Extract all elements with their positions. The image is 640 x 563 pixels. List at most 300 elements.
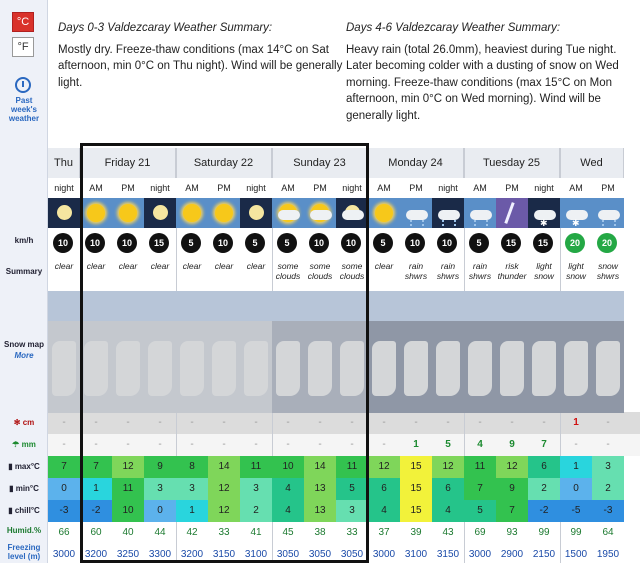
snow-map-tile[interactable] bbox=[560, 291, 592, 413]
wind-cell bbox=[240, 232, 272, 254]
period-label: PM bbox=[496, 178, 528, 198]
rain-icon bbox=[474, 220, 488, 226]
humidity-cell: 45 bbox=[282, 527, 294, 538]
weather-icon bbox=[528, 198, 560, 228]
sea-area bbox=[432, 291, 464, 321]
snow-cm-cell: - bbox=[190, 417, 194, 428]
humidity-cell: 38 bbox=[314, 527, 326, 538]
rain-mm-cell: - bbox=[606, 439, 610, 450]
rain-mm-label: ☂ mm bbox=[12, 440, 36, 449]
summary-cell: some clouds bbox=[275, 261, 301, 281]
snow-cm-cell: - bbox=[62, 417, 66, 428]
sea-area bbox=[176, 291, 208, 321]
summary-days-0-3 bbox=[58, 20, 343, 91]
wind-label: km/h bbox=[14, 236, 34, 245]
max-temp-cell: 3 bbox=[592, 456, 624, 478]
freezing-level-cell: 1950 bbox=[596, 549, 620, 560]
max-temp-cell: 14 bbox=[208, 456, 240, 478]
weather-icon bbox=[208, 198, 240, 228]
rain-mm-cell: - bbox=[286, 439, 290, 450]
rain-mm-cell: - bbox=[350, 439, 354, 450]
max-temp-cell: 12 bbox=[112, 456, 144, 478]
snow-cm-cell: - bbox=[606, 417, 610, 428]
min-temp-cell: 2 bbox=[528, 478, 560, 500]
day-header: Monday 24 bbox=[368, 148, 464, 178]
day-header: Tuesday 25 bbox=[464, 148, 560, 178]
max-temp-cell: 10 bbox=[272, 456, 304, 478]
summary-title: Days 4-6 Valdezcaray Weather Summary: bbox=[346, 22, 561, 34]
summary-cell: clear bbox=[214, 261, 234, 271]
moon-icon bbox=[57, 205, 72, 220]
chill-temp-cell: 5 bbox=[464, 500, 496, 522]
snow-map-tile[interactable] bbox=[176, 291, 208, 413]
min-temp-cell: 3 bbox=[240, 478, 272, 500]
humidity-cell: 39 bbox=[410, 527, 422, 538]
period-label: AM bbox=[176, 178, 208, 198]
rain-mm-cell: - bbox=[62, 439, 66, 450]
wind-cell bbox=[336, 232, 368, 254]
land-area bbox=[532, 341, 556, 396]
wind-arrow-icon: 5 bbox=[469, 233, 489, 253]
past-weather-link[interactable]: Past week's weather bbox=[8, 96, 40, 123]
freezing-level-cell: 1500 bbox=[564, 549, 588, 560]
period-label: AM bbox=[368, 178, 400, 198]
summary-cell: clear bbox=[374, 261, 394, 271]
snow-map-tile[interactable] bbox=[528, 291, 560, 413]
rain-mm-cell: - bbox=[382, 439, 386, 450]
snow-map-tile[interactable] bbox=[336, 291, 368, 413]
fahrenheit-toggle[interactable]: °F bbox=[12, 37, 34, 57]
summary-cell: light snow bbox=[566, 261, 586, 281]
sea-area bbox=[528, 291, 560, 321]
summary-text: Heavy rain (total 26.0mm), heaviest during Tue night. Later becoming colder with a dusting of snow on Wed morning. Freeze-thaw conditions (max 15°C on Mon afternoon, min 0°C on Wed morning). Wind will be generally light. bbox=[346, 43, 619, 122]
snow-cm-cell: - bbox=[382, 417, 386, 428]
snow-map-tile[interactable] bbox=[240, 291, 272, 413]
rain-mm-cell: - bbox=[158, 439, 162, 450]
summary-cell: clear bbox=[118, 261, 138, 271]
humidity-cell: 40 bbox=[122, 527, 134, 538]
land-area bbox=[180, 341, 204, 396]
thermometer-icon: ▮ bbox=[8, 506, 15, 515]
wind-arrow-icon: 5 bbox=[277, 233, 297, 253]
thermometer-icon: ▮ bbox=[9, 484, 16, 493]
freezing-level-cell: 3300 bbox=[148, 549, 172, 560]
period-label: night bbox=[432, 178, 464, 198]
land-area bbox=[404, 341, 428, 396]
freezing-level-cell: 3050 bbox=[308, 549, 332, 560]
max-temp-label: ▮ max°C bbox=[8, 462, 40, 471]
max-temp-cell: 12 bbox=[432, 456, 464, 478]
chill-temp-cell: 4 bbox=[368, 500, 400, 522]
snowflake-icon: ✱ bbox=[572, 218, 580, 228]
summary-label: Summary bbox=[5, 267, 43, 276]
rain-icon bbox=[442, 220, 456, 226]
weather-icon bbox=[592, 198, 624, 228]
wind-cell bbox=[496, 232, 528, 254]
land-area bbox=[500, 341, 524, 396]
min-temp-cell: 7 bbox=[464, 478, 496, 500]
wind-cell bbox=[176, 232, 208, 254]
sea-area bbox=[592, 291, 624, 321]
period-label: PM bbox=[208, 178, 240, 198]
land-area bbox=[244, 341, 268, 396]
weather-icon bbox=[80, 198, 112, 228]
day-header: Saturday 22 bbox=[176, 148, 272, 178]
snow-map-tile[interactable] bbox=[272, 291, 304, 413]
summary-cell: some clouds bbox=[339, 261, 365, 281]
min-temp-cell: 2 bbox=[592, 478, 624, 500]
row-label-sidebar bbox=[0, 0, 48, 563]
land-area bbox=[468, 341, 492, 396]
sea-area bbox=[336, 291, 368, 321]
period-label: PM bbox=[400, 178, 432, 198]
land-area bbox=[340, 341, 364, 396]
wind-arrow-icon: 5 bbox=[181, 233, 201, 253]
weather-icon bbox=[496, 198, 528, 228]
wind-cell bbox=[48, 232, 80, 254]
freezing-level-label: Freezing level (m) bbox=[7, 543, 41, 561]
chill-temp-cell: -2 bbox=[80, 500, 112, 522]
sea-area bbox=[144, 291, 176, 321]
max-temp-cell: 12 bbox=[496, 456, 528, 478]
humidity-label: Humid.% bbox=[6, 526, 42, 535]
chill-temp-cell: 1 bbox=[176, 500, 208, 522]
wind-arrow-icon: 15 bbox=[501, 233, 521, 253]
sun-icon bbox=[183, 204, 201, 222]
summary-cell: some clouds bbox=[307, 261, 333, 281]
land-area bbox=[436, 341, 460, 396]
wind-arrow-icon: 15 bbox=[149, 233, 169, 253]
rain-mm-cell: - bbox=[190, 439, 194, 450]
weather-summary bbox=[48, 0, 640, 143]
chill-temp-cell: 7 bbox=[496, 500, 528, 522]
day-header: Sunday 23 bbox=[272, 148, 368, 178]
humidity-cell: 64 bbox=[602, 527, 614, 538]
freezing-level-cell: 3200 bbox=[180, 549, 204, 560]
summary-days-4-6 bbox=[346, 20, 631, 124]
period-label: PM bbox=[592, 178, 624, 198]
snowmap-label: Snow map bbox=[3, 340, 44, 349]
chill-temp-cell: 4 bbox=[432, 500, 464, 522]
min-temp-label: ▮ min°C bbox=[9, 484, 39, 493]
rain-mm-cell: - bbox=[126, 439, 130, 450]
humidity-cell: 60 bbox=[90, 527, 102, 538]
wind-cell bbox=[528, 232, 560, 254]
rain-mm-cell: 5 bbox=[445, 439, 451, 450]
weather-icon bbox=[176, 198, 208, 228]
raindrop-icon: ☂ bbox=[12, 440, 22, 449]
sun-icon bbox=[215, 204, 233, 222]
land-area bbox=[596, 341, 620, 396]
snow-cm-cell: - bbox=[286, 417, 290, 428]
freezing-level-cell: 3250 bbox=[116, 549, 140, 560]
period-label: PM bbox=[112, 178, 144, 198]
sea-area bbox=[112, 291, 144, 321]
freezing-level-cell: 3000 bbox=[372, 549, 396, 560]
min-temp-cell: 9 bbox=[496, 478, 528, 500]
humidity-cell: 42 bbox=[186, 527, 198, 538]
summary-cell: rain shwrs bbox=[436, 261, 460, 281]
chill-temp-cell: 3 bbox=[336, 500, 368, 522]
humidity-cell: 43 bbox=[442, 527, 454, 538]
max-temp-cell: 8 bbox=[176, 456, 208, 478]
sea-area bbox=[304, 291, 336, 321]
max-temp-cell: 6 bbox=[528, 456, 560, 478]
rain-mm-cell: 9 bbox=[509, 439, 515, 450]
wind-cell bbox=[560, 232, 592, 254]
sea-area bbox=[240, 291, 272, 321]
moon-icon bbox=[153, 205, 168, 220]
sea-area bbox=[464, 291, 496, 321]
weather-icon bbox=[112, 198, 144, 228]
freezing-level-cell: 3150 bbox=[436, 549, 460, 560]
chill-temp-cell: 10 bbox=[112, 500, 144, 522]
forecast-table bbox=[48, 143, 640, 563]
sea-area bbox=[496, 291, 528, 321]
celsius-toggle[interactable]: °C bbox=[12, 12, 34, 32]
wind-arrow-icon: 10 bbox=[213, 233, 233, 253]
cloud-icon bbox=[342, 210, 364, 220]
wind-cell bbox=[272, 232, 304, 254]
summary-cell: risk thunder bbox=[497, 261, 527, 281]
snow-cm-cell: - bbox=[478, 417, 482, 428]
weather-icon bbox=[48, 198, 80, 228]
snow-cm-cell: - bbox=[542, 417, 546, 428]
min-temp-cell: 3 bbox=[176, 478, 208, 500]
freezing-level-cell: 3100 bbox=[404, 549, 428, 560]
land-area bbox=[148, 341, 172, 396]
max-temp-cell: 7 bbox=[80, 456, 112, 478]
wind-cell bbox=[208, 232, 240, 254]
land-area bbox=[308, 341, 332, 396]
snow-map-tile[interactable] bbox=[48, 291, 80, 413]
wind-cell bbox=[464, 232, 496, 254]
humidity-cell: 41 bbox=[250, 527, 262, 538]
snow-cm-cell: - bbox=[318, 417, 322, 428]
summary-text: Mostly dry. Freeze-thaw conditions (max 14°C on Sat afternoon, min 0°C on Thu night). Wind will be generally light. bbox=[58, 43, 343, 89]
snow-map-tile[interactable] bbox=[400, 291, 432, 413]
sea-area bbox=[80, 291, 112, 321]
period-label: AM bbox=[560, 178, 592, 198]
freezing-level-cell: 3000 bbox=[468, 549, 492, 560]
wind-arrow-icon: 5 bbox=[373, 233, 393, 253]
freezing-level-cell: 3150 bbox=[212, 549, 236, 560]
max-temp-cell: 9 bbox=[144, 456, 176, 478]
humidity-cell: 66 bbox=[58, 527, 70, 538]
weather-icon bbox=[560, 198, 592, 228]
cloud-icon bbox=[406, 210, 428, 220]
min-temp-cell: 5 bbox=[336, 478, 368, 500]
wind-cell bbox=[368, 232, 400, 254]
snow-map-tile[interactable] bbox=[112, 291, 144, 413]
land-area bbox=[372, 341, 396, 396]
snow-map-tile[interactable] bbox=[144, 291, 176, 413]
period-label: AM bbox=[80, 178, 112, 198]
wind-cell bbox=[432, 232, 464, 254]
sea-area bbox=[400, 291, 432, 321]
snow-cm-cell: - bbox=[222, 417, 226, 428]
freezing-level-cell: 2150 bbox=[532, 549, 556, 560]
summary-cell: rain shwrs bbox=[404, 261, 428, 281]
wind-arrow-icon: 10 bbox=[309, 233, 329, 253]
humidity-cell: 93 bbox=[506, 527, 518, 538]
period-label: night bbox=[240, 178, 272, 198]
snow-map-tile[interactable] bbox=[208, 291, 240, 413]
snow-map-tile[interactable] bbox=[464, 291, 496, 413]
sun-icon bbox=[87, 204, 105, 222]
period-label: night bbox=[144, 178, 176, 198]
weather-icon bbox=[272, 198, 304, 228]
rain-icon bbox=[410, 220, 424, 226]
moon-icon bbox=[249, 205, 264, 220]
wind-arrow-icon: 10 bbox=[405, 233, 425, 253]
snow-cm-cell: - bbox=[126, 417, 130, 428]
min-temp-cell: 1 bbox=[80, 478, 112, 500]
weather-icon bbox=[240, 198, 272, 228]
rain-mm-cell: 1 bbox=[413, 439, 419, 450]
min-temp-cell: 6 bbox=[432, 478, 464, 500]
freezing-level-cell: 3050 bbox=[276, 549, 300, 560]
thermometer-icon: ▮ bbox=[8, 462, 15, 471]
chill-temp-label: ▮ chill°C bbox=[8, 506, 40, 515]
min-temp-cell: 15 bbox=[400, 478, 432, 500]
wind-arrow-icon: 5 bbox=[245, 233, 265, 253]
max-temp-cell: 1 bbox=[560, 456, 592, 478]
min-temp-cell: 0 bbox=[48, 478, 80, 500]
cloud-icon bbox=[310, 210, 332, 220]
freezing-level-cell: 3050 bbox=[340, 549, 364, 560]
chill-temp-cell: 2 bbox=[240, 500, 272, 522]
max-temp-cell: 11 bbox=[240, 456, 272, 478]
humidity-cell: 37 bbox=[378, 527, 390, 538]
rain-mm-cell: - bbox=[254, 439, 258, 450]
humidity-cell: 99 bbox=[538, 527, 550, 538]
max-temp-cell: 15 bbox=[400, 456, 432, 478]
period-label: night bbox=[336, 178, 368, 198]
max-temp-cell: 11 bbox=[336, 456, 368, 478]
snow-cm-cell: - bbox=[254, 417, 258, 428]
rain-mm-cell: - bbox=[222, 439, 226, 450]
chill-temp-cell: 0 bbox=[144, 500, 176, 522]
chill-temp-cell: 4 bbox=[272, 500, 304, 522]
summary-title: Days 0-3 Valdezcaray Weather Summary: bbox=[58, 22, 273, 34]
cloud-icon bbox=[598, 210, 620, 220]
snow-cm-cell: - bbox=[446, 417, 450, 428]
snow-map-tile[interactable] bbox=[592, 291, 624, 413]
cloud-icon bbox=[438, 210, 460, 220]
wind-arrow-icon: 15 bbox=[533, 233, 553, 253]
wind-arrow-icon: 20 bbox=[565, 233, 585, 253]
max-temp-cell: 11 bbox=[464, 456, 496, 478]
land-area bbox=[212, 341, 236, 396]
summary-cell: light snow bbox=[534, 261, 554, 281]
wind-cell bbox=[144, 232, 176, 254]
rain-mm-cell: - bbox=[94, 439, 98, 450]
wind-arrow-icon: 10 bbox=[117, 233, 137, 253]
land-area bbox=[116, 341, 140, 396]
snowflake-icon: ✻ bbox=[13, 418, 23, 427]
sea-area bbox=[560, 291, 592, 321]
period-label: night bbox=[528, 178, 560, 198]
rain-icon bbox=[602, 220, 616, 226]
min-temp-cell: 13 bbox=[304, 478, 336, 500]
min-temp-cell: 6 bbox=[368, 478, 400, 500]
freezing-level-cell: 3200 bbox=[84, 549, 108, 560]
snow-cm-cell: - bbox=[510, 417, 514, 428]
chill-temp-cell: 13 bbox=[304, 500, 336, 522]
max-temp-cell: 7 bbox=[48, 456, 80, 478]
snowmap-more-link[interactable]: More bbox=[14, 351, 34, 360]
land-area bbox=[564, 341, 588, 396]
weather-icon bbox=[336, 198, 368, 228]
snow-cm-cell: 1 bbox=[573, 417, 579, 428]
wind-arrow-icon: 10 bbox=[437, 233, 457, 253]
snow-map-tile[interactable] bbox=[368, 291, 400, 413]
land-area bbox=[52, 341, 76, 396]
snow-map-tile[interactable] bbox=[304, 291, 336, 413]
snow-map-tile[interactable] bbox=[432, 291, 464, 413]
snow-cm-cell: - bbox=[350, 417, 354, 428]
max-temp-cell: 14 bbox=[304, 456, 336, 478]
sea-area bbox=[272, 291, 304, 321]
sea-area bbox=[208, 291, 240, 321]
wind-cell bbox=[592, 232, 624, 254]
cloud-icon bbox=[470, 210, 492, 220]
chill-temp-cell: -3 bbox=[48, 500, 80, 522]
weather-icon bbox=[400, 198, 432, 228]
min-temp-cell: 12 bbox=[208, 478, 240, 500]
clock-icon[interactable] bbox=[15, 77, 31, 93]
snow-map-tile[interactable] bbox=[496, 291, 528, 413]
sea-area bbox=[48, 291, 80, 321]
summary-cell: clear bbox=[54, 261, 74, 271]
period-label: PM bbox=[304, 178, 336, 198]
period-label: AM bbox=[464, 178, 496, 198]
humidity-cell: 33 bbox=[346, 527, 358, 538]
snow-cm-cell: - bbox=[158, 417, 162, 428]
summary-cell: rain shwrs bbox=[468, 261, 492, 281]
snow-cm-cell: - bbox=[414, 417, 418, 428]
chill-temp-cell: -5 bbox=[560, 500, 592, 522]
wind-arrow-icon: 20 bbox=[597, 233, 617, 253]
humidity-cell: 99 bbox=[570, 527, 582, 538]
freezing-level-cell: 3000 bbox=[52, 549, 76, 560]
day-header: Thu bbox=[48, 148, 80, 178]
weather-icon bbox=[464, 198, 496, 228]
period-label: AM bbox=[272, 178, 304, 198]
wind-arrow-icon: 10 bbox=[85, 233, 105, 253]
rain-mm-cell: 7 bbox=[541, 439, 547, 450]
snow-map-tile[interactable] bbox=[80, 291, 112, 413]
wind-cell bbox=[80, 232, 112, 254]
rain-mm-cell: - bbox=[318, 439, 322, 450]
summary-cell: clear bbox=[150, 261, 170, 271]
min-temp-cell: 4 bbox=[272, 478, 304, 500]
snowflake-icon: ✱ bbox=[540, 218, 548, 228]
summary-cell: clear bbox=[182, 261, 202, 271]
summary-cell: clear bbox=[246, 261, 266, 271]
chill-temp-cell: 12 bbox=[208, 500, 240, 522]
wind-arrow-icon: 10 bbox=[53, 233, 73, 253]
sun-icon bbox=[119, 204, 137, 222]
day-header: Wed bbox=[560, 148, 624, 178]
weather-icon bbox=[368, 198, 400, 228]
humidity-cell: 69 bbox=[474, 527, 486, 538]
land-area bbox=[84, 341, 108, 396]
snow-cm-cell: - bbox=[94, 417, 98, 428]
max-temp-cell: 12 bbox=[368, 456, 400, 478]
chill-temp-cell: 15 bbox=[400, 500, 432, 522]
